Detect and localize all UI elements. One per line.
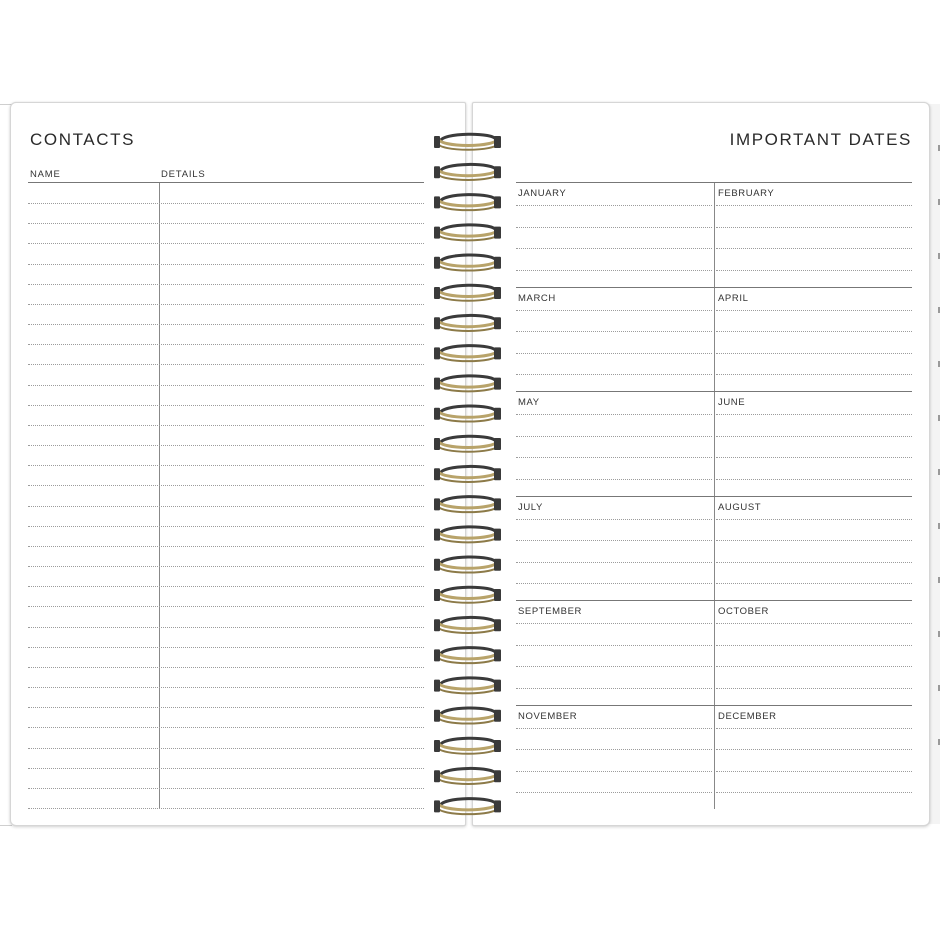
contact-row-line[interactable] [28, 606, 424, 607]
contact-row-line[interactable] [28, 566, 424, 567]
contact-row-line[interactable] [28, 727, 424, 728]
month-entry-line[interactable] [716, 457, 912, 458]
month-label-march: MARCH [518, 293, 556, 304]
binding-ring [434, 255, 501, 271]
contact-row-line[interactable] [28, 687, 424, 688]
month-label-november: NOVEMBER [518, 711, 578, 722]
month-entry-line[interactable] [716, 666, 912, 667]
contacts-page [10, 102, 466, 826]
contact-row-line[interactable] [28, 485, 424, 486]
month-entry-line[interactable] [716, 374, 912, 375]
contact-row-line[interactable] [28, 465, 424, 466]
contact-row-line[interactable] [28, 788, 424, 789]
month-entry-line[interactable] [516, 645, 712, 646]
contact-row-line[interactable] [28, 304, 424, 305]
contacts-header-rule [28, 182, 424, 183]
binding-ring [434, 497, 501, 513]
contact-row-line[interactable] [28, 546, 424, 547]
month-label-february: FEBRUARY [718, 188, 775, 199]
month-entry-line[interactable] [516, 688, 712, 689]
month-entry-line[interactable] [716, 623, 912, 624]
month-entry-line[interactable] [716, 270, 912, 271]
binding-ring [434, 134, 501, 150]
month-label-july: JULY [518, 502, 543, 513]
name-column-header: NAME [30, 169, 61, 180]
binding-ring [434, 376, 501, 392]
month-entry-line[interactable] [716, 792, 912, 793]
contact-row-line[interactable] [28, 425, 424, 426]
contact-row-line[interactable] [28, 667, 424, 668]
contact-row-line[interactable] [28, 808, 424, 809]
contact-row-line[interactable] [28, 748, 424, 749]
month-entry-line[interactable] [716, 248, 912, 249]
binding-ring [434, 315, 501, 331]
binding-ring [434, 557, 501, 573]
contact-row-line[interactable] [28, 707, 424, 708]
binding-ring [434, 768, 501, 784]
binding-ring [434, 225, 501, 241]
month-entry-line[interactable] [516, 414, 712, 415]
contact-row-line[interactable] [28, 203, 424, 204]
binding-ring [434, 195, 501, 211]
month-entry-line[interactable] [516, 749, 712, 750]
month-entry-line[interactable] [516, 519, 712, 520]
month-entry-line[interactable] [516, 205, 712, 206]
binding-ring [434, 346, 501, 362]
binding-ring [434, 527, 501, 543]
contact-row-line[interactable] [28, 264, 424, 265]
month-entry-line[interactable] [716, 728, 912, 729]
binding-ring [434, 587, 501, 603]
month-entry-line[interactable] [716, 771, 912, 772]
binding-ring [434, 648, 501, 664]
binding-ring [434, 436, 501, 452]
month-entry-line[interactable] [516, 248, 712, 249]
contact-row-line[interactable] [28, 526, 424, 527]
month-entry-line[interactable] [716, 414, 912, 415]
binding-ring [434, 738, 501, 754]
month-entry-line[interactable] [516, 270, 712, 271]
binding-ring [434, 406, 501, 422]
contact-row-line[interactable] [28, 768, 424, 769]
month-entry-line[interactable] [516, 457, 712, 458]
month-row-rule [516, 287, 912, 288]
month-label-june: JUNE [718, 397, 746, 408]
month-label-august: AUGUST [718, 502, 762, 513]
month-entry-line[interactable] [516, 540, 712, 541]
contact-row-line[interactable] [28, 243, 424, 244]
month-entry-line[interactable] [516, 583, 712, 584]
month-entry-line[interactable] [716, 749, 912, 750]
month-entry-line[interactable] [516, 310, 712, 311]
binding-ring [434, 285, 501, 301]
contact-row-line[interactable] [28, 445, 424, 446]
month-label-may: MAY [518, 397, 540, 408]
contact-row-line[interactable] [28, 344, 424, 345]
contact-row-line[interactable] [28, 324, 424, 325]
month-entry-line[interactable] [516, 728, 712, 729]
month-entry-line[interactable] [516, 562, 712, 563]
month-label-december: DECEMBER [718, 711, 777, 722]
binding-ring [434, 678, 501, 694]
month-entry-line[interactable] [516, 374, 712, 375]
contact-row-line[interactable] [28, 506, 424, 507]
month-row-rule [516, 600, 912, 601]
month-entry-line[interactable] [716, 227, 912, 228]
contacts-title: CONTACTS [30, 130, 136, 149]
month-label-october: OCTOBER [718, 606, 770, 617]
contacts-column-divider [159, 183, 160, 809]
month-row-rule [516, 391, 912, 392]
contact-row-line[interactable] [28, 284, 424, 285]
month-entry-line[interactable] [716, 519, 912, 520]
month-entry-line[interactable] [516, 353, 712, 354]
binding-ring [434, 708, 501, 724]
month-entry-line[interactable] [716, 583, 912, 584]
binding-ring [434, 799, 501, 815]
spiral-binding [434, 126, 506, 816]
month-entry-line[interactable] [516, 771, 712, 772]
month-entry-line[interactable] [516, 792, 712, 793]
month-entry-line[interactable] [716, 331, 912, 332]
important-dates-title: IMPORTANT DATES [729, 130, 912, 149]
contact-row-line[interactable] [28, 223, 424, 224]
contact-row-line[interactable] [28, 385, 424, 386]
month-row-rule [516, 705, 912, 706]
month-entry-line[interactable] [516, 227, 712, 228]
month-entry-line[interactable] [716, 310, 912, 311]
details-column-header: DETAILS [161, 169, 206, 180]
month-entry-line[interactable] [716, 540, 912, 541]
contact-row-line[interactable] [28, 405, 424, 406]
binding-ring [434, 466, 501, 482]
month-entry-line[interactable] [716, 436, 912, 437]
month-entry-line[interactable] [716, 645, 912, 646]
month-entry-line[interactable] [516, 436, 712, 437]
month-entry-line[interactable] [516, 479, 712, 480]
month-entry-line[interactable] [716, 688, 912, 689]
month-entry-line[interactable] [716, 479, 912, 480]
month-label-january: JANUARY [518, 188, 567, 199]
month-label-september: SEPTEMBER [518, 606, 582, 617]
month-entry-line[interactable] [716, 562, 912, 563]
binding-ring [434, 164, 501, 180]
month-entry-line[interactable] [516, 623, 712, 624]
contact-row-line[interactable] [28, 586, 424, 587]
contact-row-line[interactable] [28, 647, 424, 648]
month-label-april: APRIL [718, 293, 749, 304]
month-entry-line[interactable] [716, 205, 912, 206]
binding-ring [434, 617, 501, 633]
month-entry-line[interactable] [716, 353, 912, 354]
month-entry-line[interactable] [516, 331, 712, 332]
contact-row-line[interactable] [28, 627, 424, 628]
month-row-rule [516, 496, 912, 497]
month-entry-line[interactable] [516, 666, 712, 667]
contact-row-line[interactable] [28, 364, 424, 365]
